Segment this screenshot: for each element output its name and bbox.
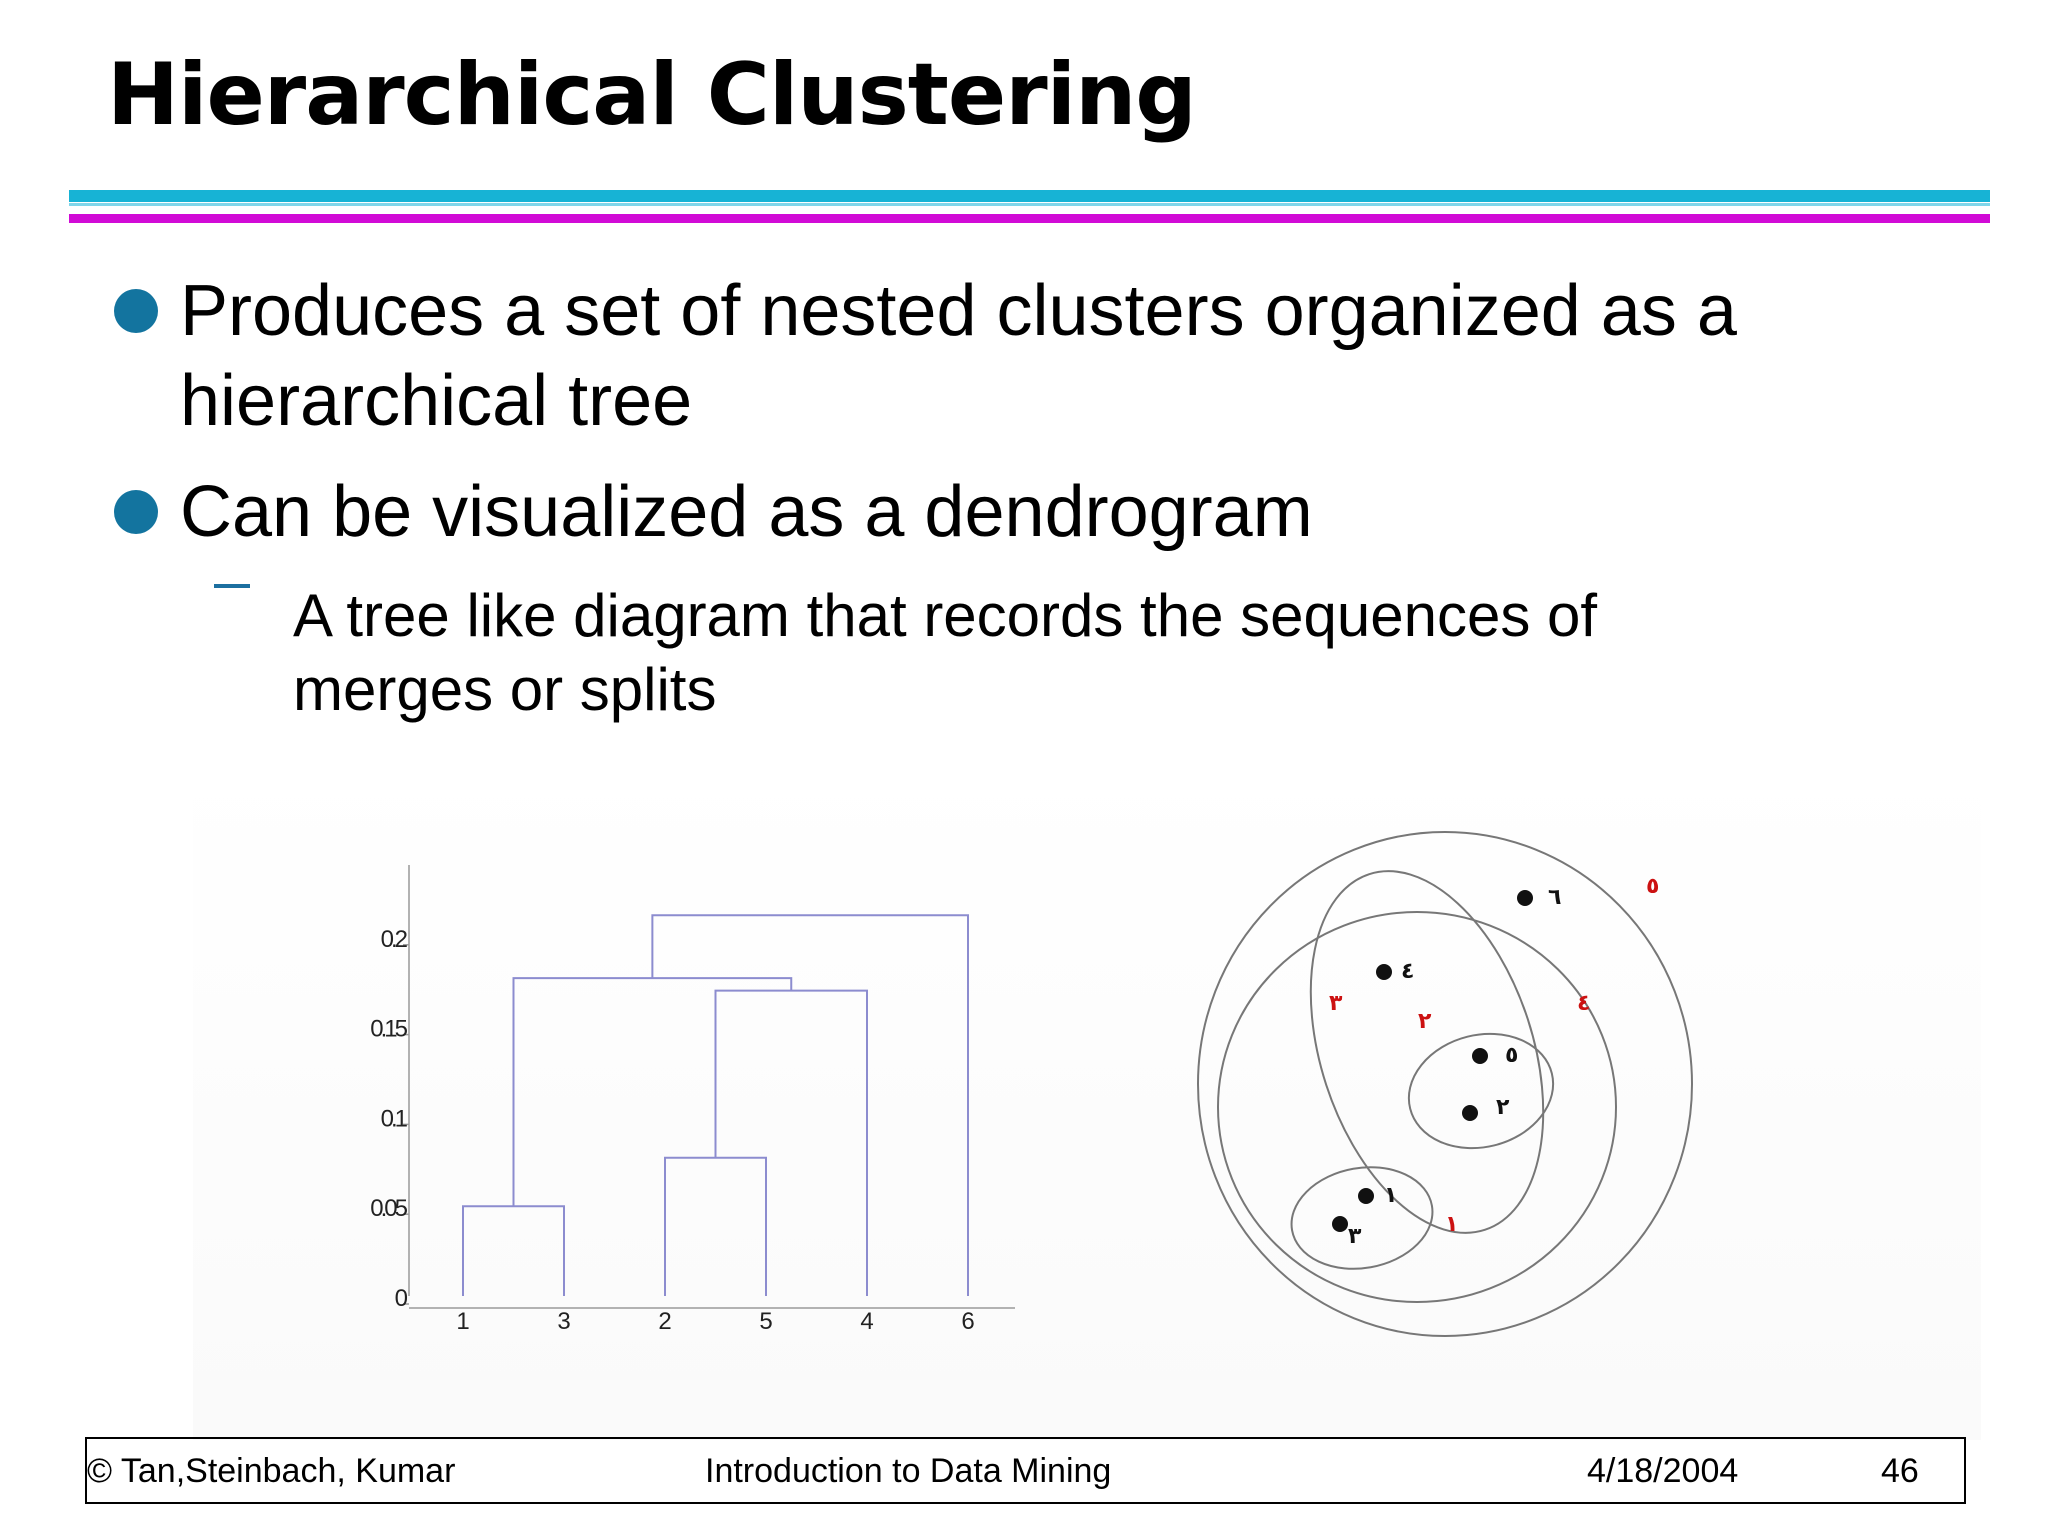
point-label-5: ٥ xyxy=(1505,1043,1519,1068)
point-label-6: ٦ xyxy=(1548,885,1562,910)
x-tick-label-leaf-6: 6 xyxy=(961,1308,975,1335)
cluster-label-1: ١ xyxy=(1445,1212,1459,1237)
cluster-outline-3 xyxy=(1268,841,1585,1262)
footer-page-number: 46 xyxy=(1881,1452,1919,1490)
cluster-label-4: ٤ xyxy=(1577,991,1591,1016)
point-label-2: ٢ xyxy=(1496,1095,1510,1120)
point-label-3: ٣ xyxy=(1348,1224,1362,1249)
y-tick-label: 0.15 xyxy=(370,1015,405,1043)
x-tick-label-leaf-4: 4 xyxy=(860,1308,874,1335)
y-tick-label: 0.2 xyxy=(380,925,405,953)
point-3-marker xyxy=(1332,1216,1348,1232)
sub-bullet-line-1: A tree like diagram that records the sequences of xyxy=(293,582,1598,649)
point-label-1: ١ xyxy=(1384,1183,1398,1208)
y-tick-label: 0 xyxy=(394,1285,405,1312)
point-6-marker xyxy=(1517,890,1533,906)
cluster-label-3: ٣ xyxy=(1329,991,1343,1016)
point-2-marker xyxy=(1462,1105,1478,1121)
point-label-4: ٤ xyxy=(1401,959,1415,984)
footer-course: Introduction to Data Mining xyxy=(705,1452,1112,1490)
slide-title: Hierarchical Clustering xyxy=(107,45,1196,145)
bullet-1-line-2: hierarchical tree xyxy=(180,361,693,441)
bullet-1-line-1: Produces a set of nested clusters organized as a xyxy=(180,271,1737,351)
footer-authors: © Tan,Steinbach, Kumar xyxy=(87,1452,456,1490)
x-tick-label-leaf-2: 2 xyxy=(658,1308,672,1335)
sub-bullet-line-2: merges or splits xyxy=(293,656,717,723)
bullet-2-line-1: Can be visualized as a dendrogram xyxy=(180,472,1313,552)
cluster-label-2: ٢ xyxy=(1418,1009,1432,1034)
point-1-marker xyxy=(1358,1188,1374,1204)
x-tick-label-leaf-1: 1 xyxy=(456,1308,470,1335)
point-5-marker xyxy=(1472,1048,1488,1064)
y-tick-label: 0.05 xyxy=(370,1195,405,1223)
cluster-label-5: ٥ xyxy=(1646,874,1660,899)
point-4-marker xyxy=(1376,964,1392,980)
footer-date: 4/18/2004 xyxy=(1587,1452,1739,1490)
cluster-outline-2 xyxy=(1397,1019,1566,1163)
x-tick-label-leaf-3: 3 xyxy=(557,1308,571,1335)
y-tick-label: 0.1 xyxy=(380,1105,405,1133)
cluster-outline-5 xyxy=(1198,832,1692,1336)
footer-bar xyxy=(85,1437,1966,1504)
x-tick-label-leaf-5: 5 xyxy=(759,1308,773,1335)
